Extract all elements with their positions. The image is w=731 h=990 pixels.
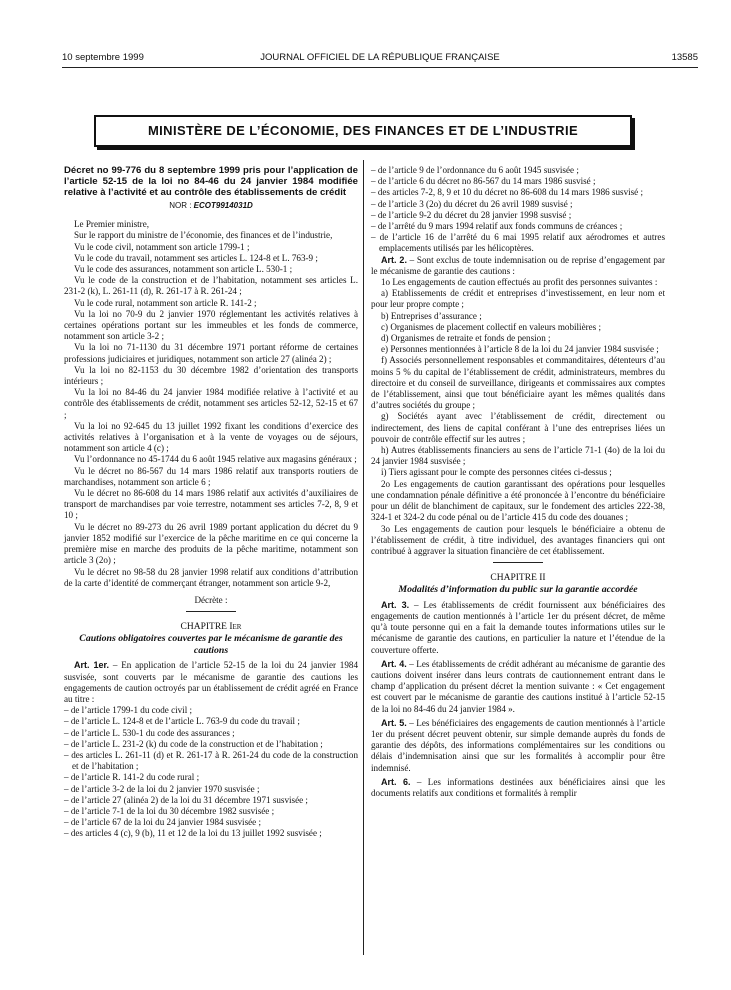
list-item: a) Etablissements de crédit et entreprises d’investissement, en leur nom et pour leur propre compte ;	[371, 288, 665, 310]
preamble-paragraph: Vu la loi no 71-1130 du 31 décembre 1971 portant réforme de certaines professions judiciaires et juridiques, notamment son article 27 (alinéa 2) ;	[64, 342, 358, 364]
preamble-paragraph: Le Premier ministre,	[74, 219, 150, 230]
article2-para1: 1o Les engagements de caution effectués au profit des personnes suivantes :	[381, 277, 658, 288]
article1	[64, 660, 358, 705]
preamble-paragraph: Vu la loi no 92-645 du 13 juillet 1992 fixant les conditions d’exercice des activités relatives à l’organisation et à la vente de voyages ou de séjours, notamment son article 4 (c) ;	[64, 420, 358, 454]
list-item: – des articles 7-2, 8, 9 et 10 du décret no 86-608 du 14 mars 1986 susvisé ;	[371, 187, 665, 198]
article1-list-continued	[371, 165, 665, 255]
preamble-paragraph: Vu le code rural, notamment son article R. 141-2 ;	[74, 297, 257, 308]
nor-label: NOR :	[169, 201, 192, 210]
article4-label: Art. 4.	[381, 658, 407, 669]
article6	[371, 777, 665, 799]
article4	[371, 659, 665, 715]
list-item: f) Associés personnellement responsables et commanditaires, détenteurs d’au moins 5 % du capital de l’établissement de crédit, administrateurs, membres du directoire et du conseil de surveillance, dirigeants et commissaires aux comptes de l’établissement, ainsi que tout bénéficiaire ayant les mêmes qualités dans d’autres sociétés du groupe ;	[371, 355, 665, 411]
list-item: d) Organismes de retraite et fonds de pension ;	[381, 333, 551, 344]
nor-value: ECOT9914031D	[193, 201, 253, 210]
article5	[371, 718, 665, 774]
left-column	[64, 165, 358, 840]
header-rule	[62, 67, 698, 68]
article1-list	[64, 705, 358, 839]
article3-text: – Les établissements de crédit fournissent aux bénéficiaires des engagements de caution mentionnés à l’article 1er du présent décret, de même qu’à toute personne qui en a fait la demande toutes informations utiles sur le mécanisme de garantie des cautions, en particulier la nature et l’étendue de la couverture offerte.	[371, 599, 665, 655]
list-item: – de l’article 3-2 de la loi du 2 janvier 1970 susvisée ;	[64, 784, 358, 795]
article1-label: Art. 1er.	[74, 660, 110, 671]
preamble-paragraph: Vu le décret no 86-608 du 14 mars 1986 relatif aux activités d’auxiliaires de transport de marchandises par voie terrestre, notamment ses articles 7-2, 8, 9 et 10 ;	[64, 488, 358, 521]
decree-title: Décret no 99-776 du 8 septembre 1999 pris pour l’application de l’article 52-15 de la loi no 84-46 du 24 janvier 1984 modifiée relative à l’activité et au contrôle des établissements de crédit	[64, 165, 358, 198]
preamble-paragraph: Vu la loi no 82-1153 du 30 décembre 1982 d’orientation des transports intérieurs ;	[64, 364, 358, 387]
list-item: – de l’article 16 de l’arrêté du 6 mai 1995 relatif aux aérodromes et autres emplacements utilisés par les hélicoptères.	[371, 232, 665, 254]
article2-label: Art. 2.	[381, 254, 407, 265]
preamble-paragraph: Vu le code civil, notamment son article 1799-1 ;	[74, 241, 250, 252]
article2	[371, 255, 665, 277]
article6-label: Art. 6.	[381, 776, 411, 787]
article3-label: Art. 3.	[381, 599, 410, 610]
list-item: – de l’article 7-1 de la loi du 30 décembre 1982 susvisée ;	[64, 806, 358, 817]
header-page-number: 13585	[671, 52, 698, 63]
list-item: – de l’arrêté du 9 mars 1994 relatif aux fonds communs de créances ;	[371, 221, 665, 232]
preamble	[64, 219, 358, 606]
preamble-paragraph: Vu le code des assurances, notamment son article L. 530-1 ;	[74, 264, 293, 275]
list-item: – de l’article L. 530-1 du code des assurances ;	[64, 728, 358, 739]
preamble-paragraph: Décrète :	[194, 594, 228, 605]
column-separator	[363, 160, 364, 955]
list-item: – de l’article 67 de la loi du 24 janvier 1984 susvisée ;	[64, 817, 358, 828]
article2-text: – Sont exclus de toute indemnisation ou de reprise d’engagement par le mécanisme de garantie des cautions :	[371, 254, 666, 276]
list-item: – de l’article 1799-1 du code civil ;	[64, 705, 358, 716]
list-item: c) Organismes de placement collectif en valeurs mobilières ;	[381, 321, 602, 332]
preamble-paragraph: Vu le décret no 86-567 du 14 mars 1986 relatif aux transports routiers de marchandises, notamment son article 6 ;	[64, 465, 358, 487]
preamble-paragraph: Vu le décret no 89-273 du 26 avril 1989 portant application du décret du 9 janvier 1852 modifié sur l’exercice de la pêche maritime en ce qui concerne la première mise en marche des produits de la pêche maritime, notamment son article 3 (2o) ;	[64, 521, 358, 566]
preamble-paragraph: Vu l’ordonnance no 45-1744 du 6 août 1945 relative aux magasins généraux ;	[74, 454, 357, 465]
article4-text: – Les établissements de crédit adhérant au mécanisme de garantie des cautions doivent insérer dans leurs contrats de cautionnement entrant dans le champ d’application du présent décret la mention suivante : « Cet engagement est couvert par le mécanisme de garantie des cautions institué à l’article 52-15 de la loi no 84-46 du 24 janvier 1984 ».	[371, 658, 665, 714]
article6-text: – Les informations destinées aux bénéficiaires ainsi que les documents relatifs aux conditions et formalités à remplir	[371, 776, 665, 799]
list-item: b) Entreprises d’assurance ;	[381, 310, 482, 321]
preamble-paragraph: Vu le décret no 98-58 du 28 janvier 1998 relatif aux conditions d’attribution de la carte d’identité de commerçant étranger, notamment son article 9-2,	[64, 566, 358, 588]
list-item: – de l’article 6 du décret no 86-567 du 14 mars 1986 susvisé ;	[371, 176, 665, 187]
list-item: – de l’article R. 141-2 du code rural ;	[64, 772, 358, 783]
chapter-rule-2	[493, 562, 543, 563]
preamble-paragraph: Vu le code du travail, notamment ses articles L. 124-8 et L. 763-9 ;	[74, 252, 318, 263]
article3	[371, 600, 665, 656]
preamble-paragraph: Vu la loi no 70-9 du 2 janvier 1970 réglementant les activités relatives à certaines opérations portant sur les immeubles et les fonds de commerce, notamment son article 3-2 ;	[64, 308, 358, 342]
chapter2-title: Modalités d’information du public sur la garantie accordée	[398, 584, 638, 596]
preamble-paragraph: Sur le rapport du ministre de l’économie, des finances et de l’industrie,	[74, 230, 333, 241]
list-item: – de l’article L. 231-2 (k) du code de la construction et de l’habitation ;	[64, 739, 358, 750]
article2-para2: 2o Les engagements de caution garantissant des opérations pour lesquelles une condamnation pénale définitive a été prononcée à l’encontre du bénéficiaire pour un délit de blanchiment de capitaux, sur le fondement des articles 222-38, 324-1 et 324-2 du code pénal ou de l’article 415 du code des douanes ;	[371, 478, 665, 523]
list-item: – des articles 4 (c), 9 (b), 11 et 12 de la loi du 13 juillet 1992 susvisée ;	[64, 828, 358, 839]
right-column	[371, 165, 665, 799]
chapter1-title: Cautions obligatoires couvertes par le mécanisme de garantie des cautions	[79, 633, 343, 656]
chapter2-label: CHAPITRE II	[490, 573, 546, 584]
article5-text: – Les bénéficiaires des engagements de caution mentionnés à l’article 1er du présent décret peuvent obtenir, sur simple demande auprès du fonds de garantie des dépôts, des informations complémentaires sur les conditions ou délais d’indemnisation ainsi que sur les formalités à accomplir pour être indemnisé.	[371, 717, 665, 773]
chapter1-label: CHAPITRE Ier	[180, 622, 242, 633]
article1-text: – En application de l’article 52-15 de la loi du 24 janvier 1984 susvisée, sont couverts par le mécanisme de garantie des cautions les engagements de caution octroyés par un établissement de crédit agréé en France au titre :	[64, 660, 358, 704]
article5-label: Art. 5.	[381, 717, 407, 728]
ministry-box: MINISTÈRE DE L’ÉCONOMIE, DES FINANCES ET DE L’INDUSTRIE	[94, 115, 632, 147]
article2-para3: 3o Les engagements de caution pour lesquels le bénéficiaire a obtenu de l’établissement de crédit, à titre individuel, des avantages financiers qui ont contribué à aggraver la situation financière de cet établissement.	[371, 523, 665, 556]
list-item: h) Autres établissements financiers au sens de l’article 71-1 (4o) de la loi du 24 janvier 1984 susvisée ;	[371, 445, 665, 467]
list-item: – de l’article 9-2 du décret du 28 janvier 1998 susvisé ;	[371, 210, 665, 221]
preamble-paragraph: Vu le code de la construction et de l’habitation, notamment ses articles L. 231-2 (k), L. 261-11 (d), R. 261-17 à R. 261-24 ;	[64, 275, 358, 297]
article2-sublist	[371, 288, 665, 478]
list-item: g) Sociétés ayant avec l’établissement de crédit, directement ou indirectement, des liens de capital conférant à l’une des entreprises liées un pouvoir de contrôle effectif sur les autres ;	[371, 411, 665, 444]
header-journal-title: JOURNAL OFFICIEL DE LA RÉPUBLIQUE FRANÇAISE	[260, 52, 500, 63]
list-item: – de l’article 9 de l’ordonnance du 6 août 1945 susvisée ;	[371, 165, 665, 176]
header-date: 10 septembre 1999	[62, 52, 144, 63]
list-item: – de l’article 3 (2o) du décret du 26 avril 1989 susvisé ;	[371, 199, 665, 210]
list-item: i) Tiers agissant pour le compte des personnes citées ci-dessus ;	[381, 467, 612, 478]
list-item: e) Personnes mentionnées à l’article 8 de la loi du 24 janvier 1984 susvisée ;	[381, 344, 659, 355]
nor-line	[64, 200, 358, 211]
list-item: – de l’article L. 124-8 et de l’article L. 763-9 du code du travail ;	[64, 716, 358, 727]
chapter-rule	[186, 611, 236, 612]
list-item: – des articles L. 261-11 (d) et R. 261-17 à R. 261-24 du code de la construction et de l’habitation ;	[64, 750, 358, 772]
list-item: – de l’article 27 (alinéa 2) de la loi du 31 décembre 1971 susvisée ;	[64, 795, 358, 806]
preamble-paragraph: Vu la loi no 84-46 du 24 janvier 1984 modifiée relative à l’activité et au contrôle des établissements de crédit, notamment ses articles 52-12, 52-15 et 67 ;	[64, 387, 358, 420]
